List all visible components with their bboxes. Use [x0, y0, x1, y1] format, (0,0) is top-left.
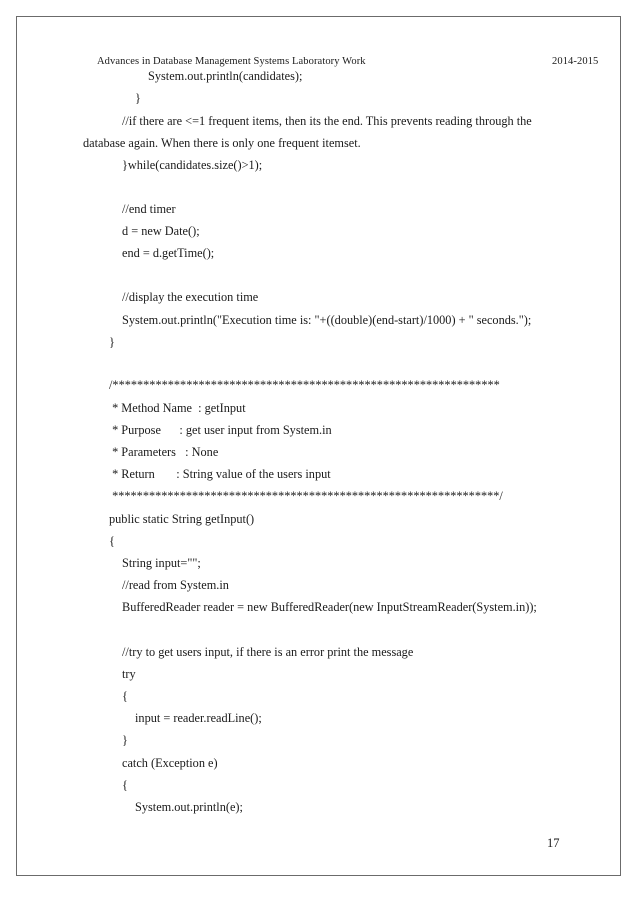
code-line: { [122, 778, 128, 792]
code-line: } [135, 91, 141, 105]
code-line: public static String getInput() [109, 512, 255, 526]
code-line: BufferedReader reader = new BufferedReader(new InputStreamReader(System.in)); [122, 600, 537, 614]
code-line: String input=""; [122, 556, 201, 570]
comment-line: //end timer [122, 202, 176, 216]
comment-line: //try to get users input, if there is an error print the message [122, 645, 414, 659]
comment-line: //display the execution time [122, 290, 259, 304]
comment-line: database again. When there is only one frequent itemset. [83, 136, 361, 150]
code-line: catch (Exception e) [122, 756, 218, 770]
code-line: } [122, 733, 128, 747]
code-line: d = new Date(); [122, 224, 200, 238]
comment-line: * Parameters : None [109, 445, 219, 459]
comment-line: * Method Name : getInput [109, 401, 246, 415]
code-line: System.out.println("Execution time is: "+((double)(end-start)/1000) + " seconds."); [122, 313, 532, 327]
code-line: }while(candidates.size()>1); [122, 158, 263, 172]
code-line: } [109, 335, 115, 349]
comment-line: /*************************************************************** [109, 378, 500, 392]
code-line: { [109, 534, 115, 548]
comment-line: //if there are <=1 frequent items, then its the end. This prevents reading through the [122, 114, 532, 128]
document-header-title: Advances in Database Management Systems Laboratory Work [97, 56, 366, 67]
comment-line: * Return : String value of the users input [109, 467, 331, 481]
comment-line: * Purpose : get user input from System.in [109, 423, 332, 437]
code-line: System.out.println(candidates); [148, 69, 303, 83]
comment-line: ***************************************************************/ [109, 489, 503, 503]
code-line: end = d.getTime(); [122, 246, 215, 260]
code-line: input = reader.readLine(); [135, 711, 262, 725]
code-line: System.out.println(e); [135, 800, 243, 814]
comment-line: //read from System.in [122, 578, 229, 592]
code-line: try [122, 667, 136, 681]
code-line: { [122, 689, 128, 703]
document-header-year: 2014-2015 [552, 56, 599, 67]
page-number: 17 [547, 836, 560, 850]
